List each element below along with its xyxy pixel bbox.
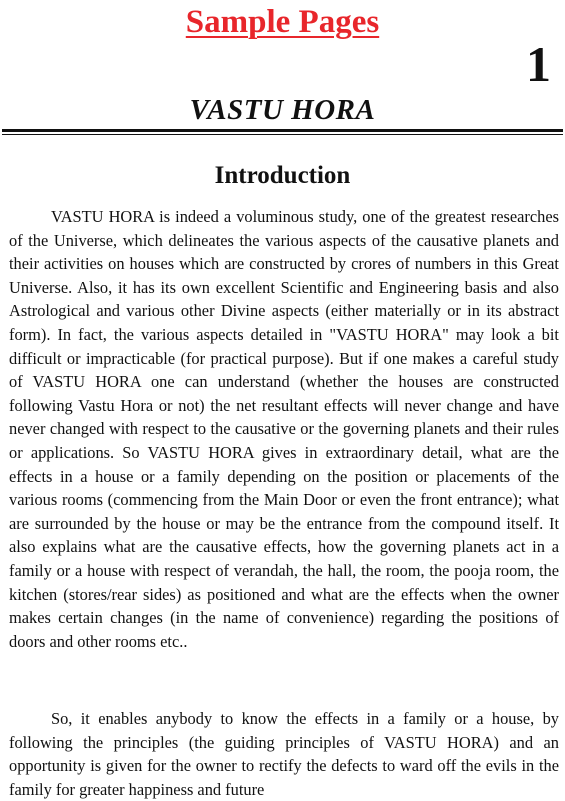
sample-pages-label: Sample Pages <box>185 4 380 40</box>
sample-pages-banner <box>0 2 565 42</box>
chapter-title: VASTU HORA <box>189 94 376 126</box>
body-paragraph-2: So, it enables anybody to know the effects in a family or a house, by following the principles (the guiding principles of VASTU HORA) and an opportunity is given for the owner to rectify the defects to ward off the evils in the family for greater happiness and future <box>9 709 559 799</box>
section-heading: Introduction <box>214 162 351 189</box>
chapter-number: 1 <box>526 36 551 92</box>
body-paragraph-1: VASTU HORA is indeed a voluminous study, one of the greatest researches of the Universe, which delineates the various aspects of the causative planets and their activities on houses which are constructed by crores of numbers in this Great Universe. Also, it has its own excellent Scientific and Engineering basis and also Astrological and various other Divine aspects (either materially or in its abstract form). In fact, the various aspects detailed in "VASTU HORA" may look a bit difficult or impracticable (for practical purpose). But if one makes a careful study of VASTU HORA one can understand (whether the houses are constructed following Vastu Hora or not) the net resultant effects will never change and have never changed with respect to the causative or the governing planets and their rules or applications. So VASTU HORA gives in extraordinary detail, what are the effects in a house or a family depending on the position or placements of the various rooms (commencing from the Main Door or even the front entrance); what are surrounded by the house or may be the entrance from the compound itself. It also explains what are the causative effects, how the governing planets act in a family or a house with respect of verandah, the hall, the room, the pooja room, the kitchen (stores/rear sides) as positioned and what are the effects when the owner makes certain changes (in the name of convenience) regarding the positions of doors and other rooms etc.. <box>9 207 559 651</box>
title-rule-thick <box>2 129 563 132</box>
title-rule-thin <box>2 134 563 135</box>
